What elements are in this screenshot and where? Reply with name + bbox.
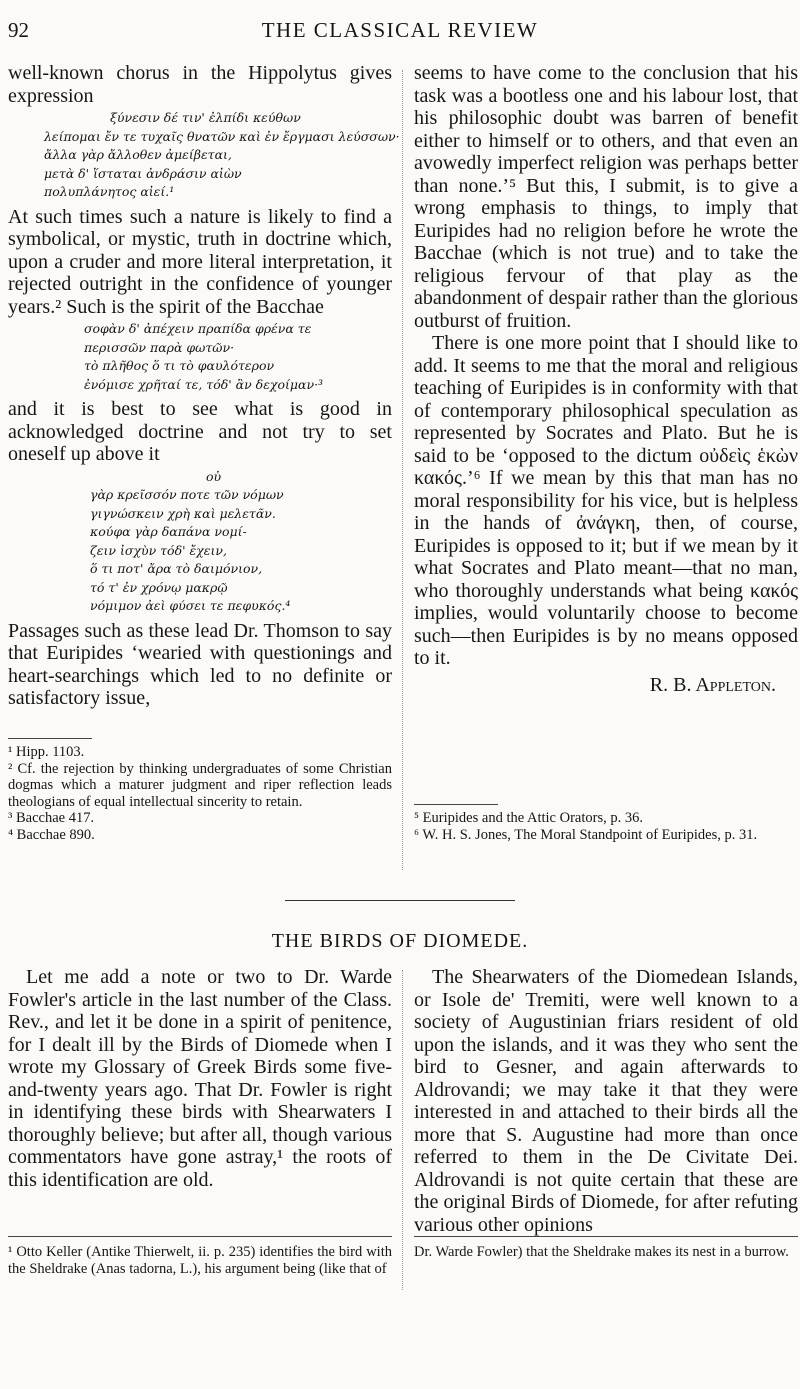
column-divider-top (402, 70, 403, 870)
paragraph: Let me add a note or two to Dr. Warde Fowler's article in the last number of the Class. Rev., and let it be done in a spirit of penitence, for I dealt ill by the Birds of Diomede when I wrote my Glossary of Greek Birds some five-and-twenty years ago. That Dr. Fowler is right in identifying these birds with Shearwaters I thoroughly believe; but after all, though various commentators have gone astray,¹ the roots of this identification are old. (8, 966, 392, 1191)
paragraph: Passages such as these lead Dr. Thomson to say that Euripides ‘wearied with questionings and heart-searchings which led to no definite or satisfactory issue, (8, 619, 392, 709)
footnotes-article2-right (414, 1244, 798, 1261)
verse-line: γιγνώσκειν χρὴ καὶ μελετᾶν. (90, 505, 276, 521)
footnote: ⁶ W. H. S. Jones, The Moral Standpoint of Euripides, p. 31. (414, 826, 758, 843)
verse-line: κούφα γὰρ δαπάνα νομί- (90, 524, 247, 539)
right-column-part1 (414, 62, 798, 697)
verse-line: πολυπλάνητος αἰεί.¹ (44, 184, 175, 199)
paragraph: There is one more point that I should like to add. It seems to me that the moral and religious teaching of Euripides is in conformity with that of contemporary philosophical speculation as represented by Socrates and Plato. But he is said to be ‘opposed to the dictum οὐδεὶς ἑκὼν κακός.’⁶ If we mean by this that man has no moral responsibility for his vice, but is helpless in the hands of ἀνάγκη, then, of course, Euripides is opposed to it; but if we mean by it what Socrates and Plato meant—that no man, who thoroughly understands what being κακός implies, would voluntarily choose to become such—then Euripides is by no means opposed to it. (414, 332, 798, 669)
footnote: ² Cf. the rejection by thinking undergraduates of some Christian dogmas which a maturer judgment and riper reflection leads theologians of equal intellectual sincerity to retain. (8, 760, 392, 810)
footnote: ⁵ Euripides and the Attic Orators, p. 36. (414, 810, 643, 826)
left-column-article2 (8, 966, 392, 1191)
footnote: ¹ Hipp. 1103. (8, 744, 85, 760)
verse-line: τό τ' ἐν χρόνῳ μακρῷ (90, 579, 228, 595)
verse-line: ξύνεσιν δέ τιν' ἐλπίδι κεύθων (110, 110, 301, 125)
paragraph: and it is best to see what is good in acknowledged doctrine and not try to set oneself up above it (8, 398, 392, 465)
greek-quotation-hippolytus (44, 109, 400, 202)
article-title: THE BIRDS OF DIOMEDE. (271, 930, 529, 952)
verse-line: γὰρ κρεῖσσόν ποτε τῶν νόμων (90, 487, 284, 502)
verse-line: περισσῶν παρὰ φωτῶν· (84, 339, 235, 355)
running-head: THE CLASSICAL REVIEW (261, 18, 539, 42)
right-column-article2 (414, 966, 798, 1236)
footnotes-article2-left (8, 1244, 392, 1277)
footnote-rule (8, 1236, 392, 1237)
verse-line: ἐνόμισε χρῆταί τε, τόδ' ἂν δεχοίμαν·³ (84, 376, 324, 392)
verse-line: μετὰ δ' ἵσταται ἀνδράσιν αἰὼν (44, 165, 242, 181)
footnote-rule (414, 804, 498, 805)
section-separator (285, 900, 515, 901)
verse-line: σοφὰν δ' ἀπέχειν πραπίδα φρένα τε (84, 321, 312, 336)
footnote-rule (8, 738, 92, 739)
footnote-rule (414, 1236, 798, 1237)
footnotes-left (8, 744, 392, 843)
footnotes-right (414, 810, 798, 843)
verse-line: ὅ τι ποτ' ἄρα τὸ δαιμόνιον, (90, 561, 263, 576)
page-header (8, 16, 792, 52)
paragraph: well-known chorus in the Hippolytus gives expression (8, 62, 392, 107)
signature (414, 674, 776, 697)
author-name: R. B. Appleton. (649, 673, 776, 696)
verse-line: ζειν ἰσχὺν τόδ' ἔχειν, (90, 542, 227, 558)
greek-quotation-bacchae-417 (84, 320, 392, 394)
page-number: 92 (8, 18, 29, 42)
column-divider-bottom (402, 970, 403, 1290)
verse-line: τὸ πλῆθος ὅ τι τὸ φαυλότερον (84, 358, 275, 373)
paragraph: At such times such a nature is likely to find a symbolical, or mystic, truth in doctrine which, upon a cruder and more literal interpretation, it rejected outright in the confidence of younger years.² Such is the spirit of the Bacchae (8, 205, 392, 318)
footnote: ⁴ Bacchae 890. (8, 826, 95, 843)
footnote: ³ Bacchae 417. (8, 810, 95, 826)
greek-quotation-bacchae-890 (90, 468, 392, 616)
verse-line: ἄλλα γὰρ ἄλλοθεν ἀμείβεται, (44, 147, 232, 162)
footnote: ¹ Otto Keller (Antike Thierwelt, ii. p. 235) identifies the bird with the Sheldrake (Anas tadorna, L.), his argument being (like that of (8, 1244, 392, 1277)
paragraph: The Shearwaters of the Diomedean Islands, or Isole de' Tremiti, were well known to a society of Augustinian friars resident of old upon the islands, and it was they who sent the bird to Gesner, and again afterwards to Aldrovandi; we may take it that they were interested in and attached to their birds all the more that S. Augustine had more than once referred to them in the De Civitate Dei. Aldrovandi is not quite certain that these are the original Birds of Diomede, for after refuting various other opinions (414, 966, 798, 1236)
left-column-part1 (8, 62, 400, 710)
paragraph: seems to have come to the conclusion that his task was a bootless one and his labour lost, that his philosophic doubt was barren of benefit either to himself or to others, and that even an avowedly imperfect religion was perhaps better than none.’⁵ But this, I submit, is to give a wrong emphasis to things, to imply that Euripides had no religion before he wrote the Bacchae (which is not true) and to take the religious fervour of that play as the abandonment of despair rather than the glorious outburst of fruition. (414, 62, 798, 332)
verse-line: νόμιμον ἀεὶ φύσει τε πεφυκός.⁴ (90, 598, 291, 613)
verse-line: οὐ (206, 468, 222, 484)
footnote: Dr. Warde Fowler) that the Sheldrake makes its nest in a burrow. (414, 1244, 789, 1260)
verse-line: λείπομαι ἔν τε τυχαῖς θνατῶν καὶ ἐν ἔργμασι λεύσσων· (44, 128, 400, 144)
